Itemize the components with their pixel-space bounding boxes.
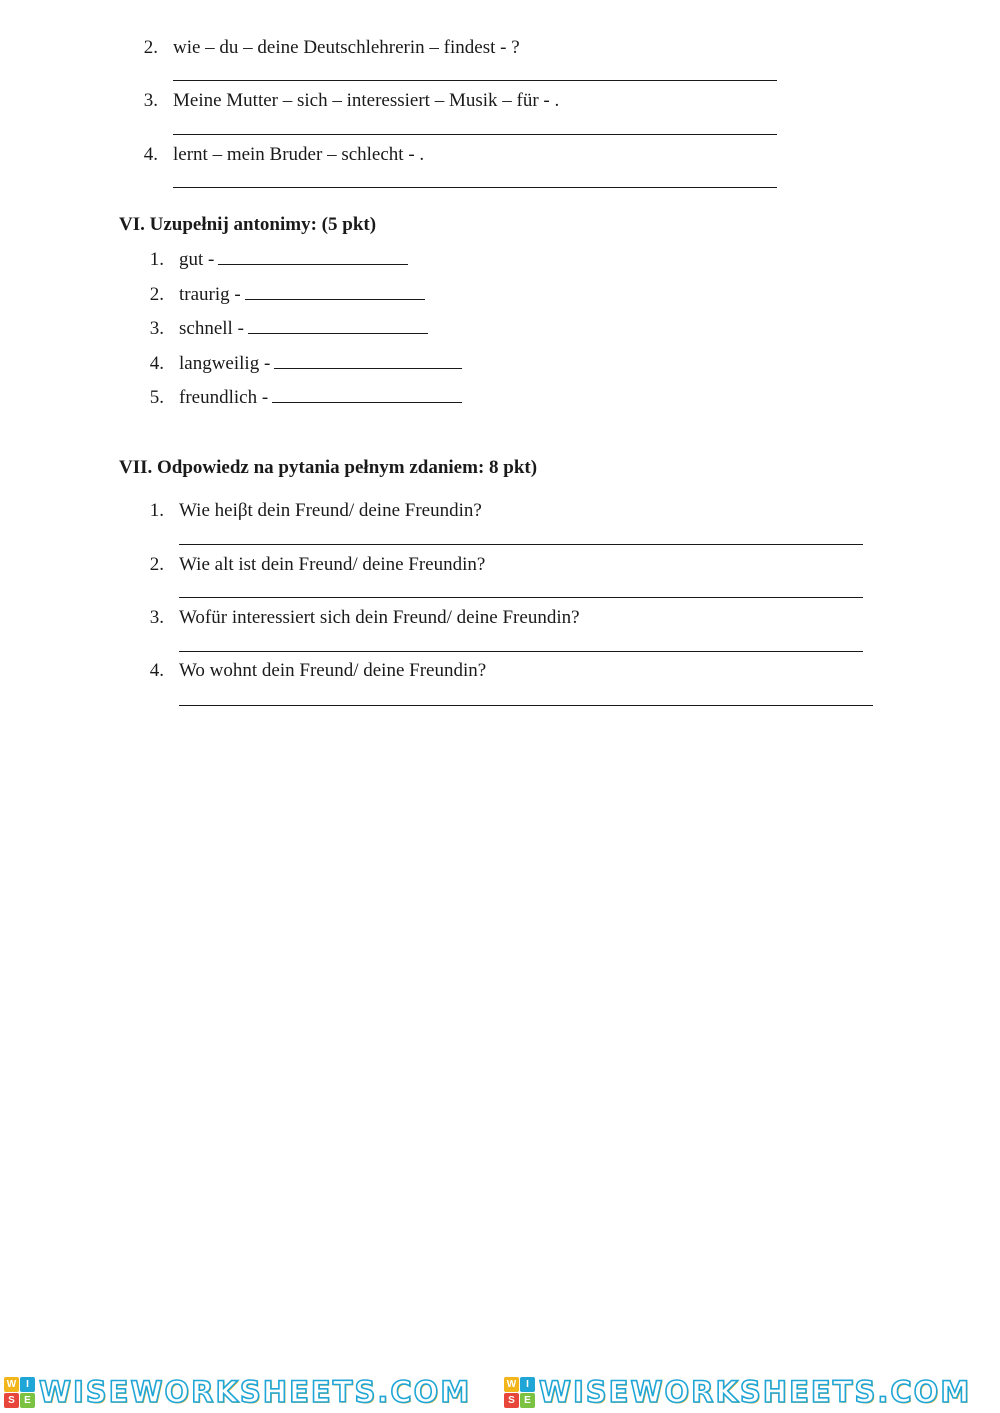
antonym-item [179, 250, 408, 269]
list-number: 3. [143, 90, 158, 111]
tile: E [520, 1393, 535, 1408]
antonym-word: gut - [179, 249, 215, 270]
antonym-word: langweilig - [179, 353, 271, 374]
list-number: 4. [149, 353, 164, 374]
answer-line[interactable] [173, 187, 777, 188]
question-text: Wie heiβt dein Freund/ deine Freundin? [179, 500, 482, 521]
brand-logo [4, 1376, 471, 1408]
antonym-item [179, 354, 462, 373]
antonym-word: schnell - [179, 318, 244, 339]
antonym-word: freundlich - [179, 387, 269, 408]
tile: W [504, 1377, 519, 1392]
answer-line[interactable] [179, 651, 863, 652]
question-text: Wie alt ist dein Freund/ deine Freundin? [179, 554, 486, 575]
tile: E [20, 1393, 35, 1408]
sentence-prompt: lernt – mein Bruder – schlecht - . [173, 144, 425, 165]
footer-watermark [0, 1372, 1000, 1413]
answer-line[interactable] [173, 80, 777, 81]
tile: W [4, 1377, 19, 1392]
section-heading: VII. Odpowiedz na pytania pełnym zdaniem: 8 pkt) [119, 457, 538, 478]
antonym-item [179, 319, 428, 338]
answer-blank[interactable] [245, 285, 425, 300]
answer-line[interactable] [179, 597, 863, 598]
logo-tiles-icon [504, 1377, 535, 1408]
answer-line[interactable] [173, 134, 777, 135]
tile: I [520, 1377, 535, 1392]
answer-blank[interactable] [272, 388, 462, 403]
answer-blank[interactable] [218, 250, 408, 265]
logo-text: WISEWORKSHEETS.COM [539, 1375, 972, 1409]
answer-line[interactable] [179, 544, 863, 545]
answer-blank[interactable] [248, 319, 428, 334]
list-number: 1. [149, 500, 164, 521]
sentence-prompt: Meine Mutter – sich – interessiert – Musik – für - . [173, 90, 560, 111]
logo-text: WISEWORKSHEETS.COM [39, 1375, 472, 1409]
brand-logo [504, 1376, 971, 1408]
list-number: 3. [149, 607, 164, 628]
question-text: Wofür interessiert sich dein Freund/ deine Freundin? [179, 607, 580, 628]
answer-line[interactable] [179, 705, 873, 706]
sentence-prompt: wie – du – deine Deutschlehrerin – findest - ? [173, 37, 520, 58]
answer-blank[interactable] [274, 354, 462, 369]
question-text: Wo wohnt dein Freund/ deine Freundin? [179, 660, 487, 681]
list-number: 2. [149, 554, 164, 575]
tile: S [504, 1393, 519, 1408]
tile: I [20, 1377, 35, 1392]
list-number: 5. [149, 387, 164, 408]
list-number: 2. [143, 37, 158, 58]
list-number: 4. [149, 660, 164, 681]
list-number: 2. [149, 284, 164, 305]
tile: S [4, 1393, 19, 1408]
list-number: 3. [149, 318, 164, 339]
antonym-word: traurig - [179, 284, 241, 305]
antonym-item [179, 388, 462, 407]
section-heading: VI. Uzupełnij antonimy: (5 pkt) [119, 214, 377, 235]
list-number: 1. [149, 249, 164, 270]
antonym-item [179, 285, 425, 304]
list-number: 4. [143, 144, 158, 165]
logo-tiles-icon [4, 1377, 35, 1408]
